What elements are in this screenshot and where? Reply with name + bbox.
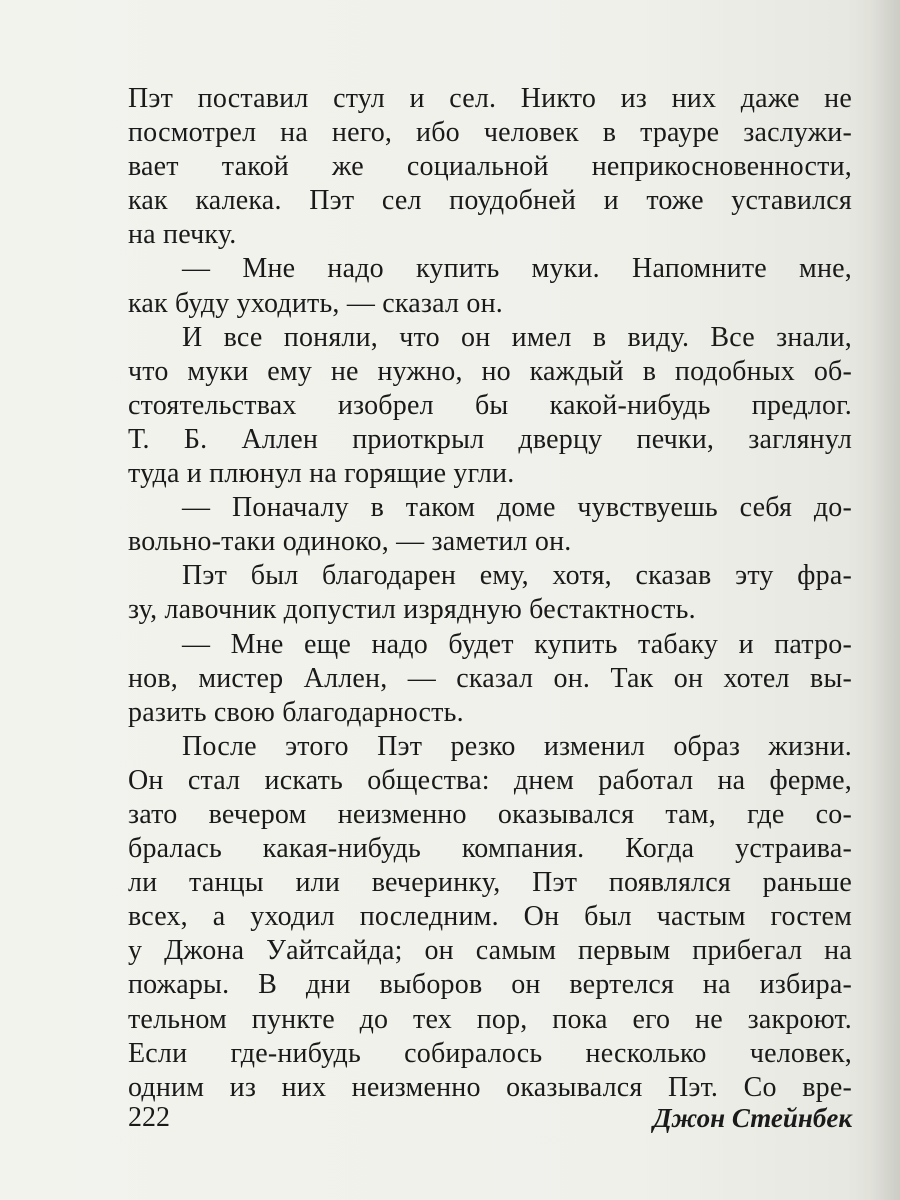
text-line: После этого Пэт резко изменил образ жизни. [182, 730, 852, 762]
text-line: одним из них неизменно оказывался Пэт. Со вре- [128, 1071, 852, 1103]
text-line: туда и плюнул на горящие угли. [128, 458, 515, 490]
text-line: как буду уходить, — сказал он. [128, 287, 503, 319]
text-line: Он стал искать общества: днем работал на ферме, [128, 764, 852, 796]
page-edge-shadow [870, 0, 900, 1200]
body-text [128, 82, 852, 1105]
text-line: Т. Б. Аллен приоткрыл дверцу печки, заглянул [128, 423, 852, 455]
text-line: всех, а уходил последним. Он был частым гостем [128, 901, 852, 933]
text-line: вольно-таки одиноко, — заметил он. [128, 526, 572, 558]
text-line: нов, мистер Аллен, — сказал он. Так он хотел вы- [128, 662, 852, 694]
text-line: бралась какая-нибудь компания. Когда устраива- [128, 833, 852, 865]
running-head-author: Джон Стейнбек [653, 1103, 852, 1133]
text-line: стоятельствах изобрел бы какой-нибудь предлог. [128, 389, 852, 421]
text-line: вает такой же социальной неприкосновенности, [128, 151, 852, 183]
text-line: Пэт был благодарен ему, хотя, сказав эту фра- [182, 560, 852, 592]
text-line: — Мне надо купить муки. Напомните мне, [182, 253, 852, 285]
text-line: посмотрел на него, ибо человек в трауре заслужи- [128, 117, 852, 149]
text-line: что муки ему не нужно, но каждый в подобных об- [128, 355, 852, 387]
page-footer [128, 1098, 852, 1138]
text-line: Пэт поставил стул и сел. Никто из них даже не [128, 83, 852, 114]
text-line: у Джона Уайтсайда; он самым первым прибегал на [128, 935, 852, 967]
text-line: на печку. [128, 219, 237, 251]
text-line: Если где-нибудь собиралось несколько человек, [128, 1037, 852, 1069]
text-line: И все поняли, что он имел в виду. Все знали, [182, 321, 852, 353]
text-line: — Поначалу в таком доме чувствуешь себя до- [182, 492, 852, 524]
text-line: тельном пункте до тех пор, пока его не закроют. [128, 1003, 852, 1035]
text-line: зато вечером неизменно оказывался там, где со- [128, 798, 852, 830]
text-line: зу, лавочник допустил изрядную бестактность. [128, 594, 696, 626]
page-number: 222 [128, 1102, 170, 1133]
text-line: — Мне еще надо будет купить табаку и патро- [182, 628, 852, 660]
text-line: разить свою благодарность. [128, 696, 464, 728]
text-line: как калека. Пэт сел поудобней и тоже уставился [128, 185, 852, 217]
text-line: ли танцы или вечеринку, Пэт появлялся раньше [128, 867, 852, 899]
text-line: пожары. В дни выборов он вертелся на избира- [128, 969, 852, 1001]
